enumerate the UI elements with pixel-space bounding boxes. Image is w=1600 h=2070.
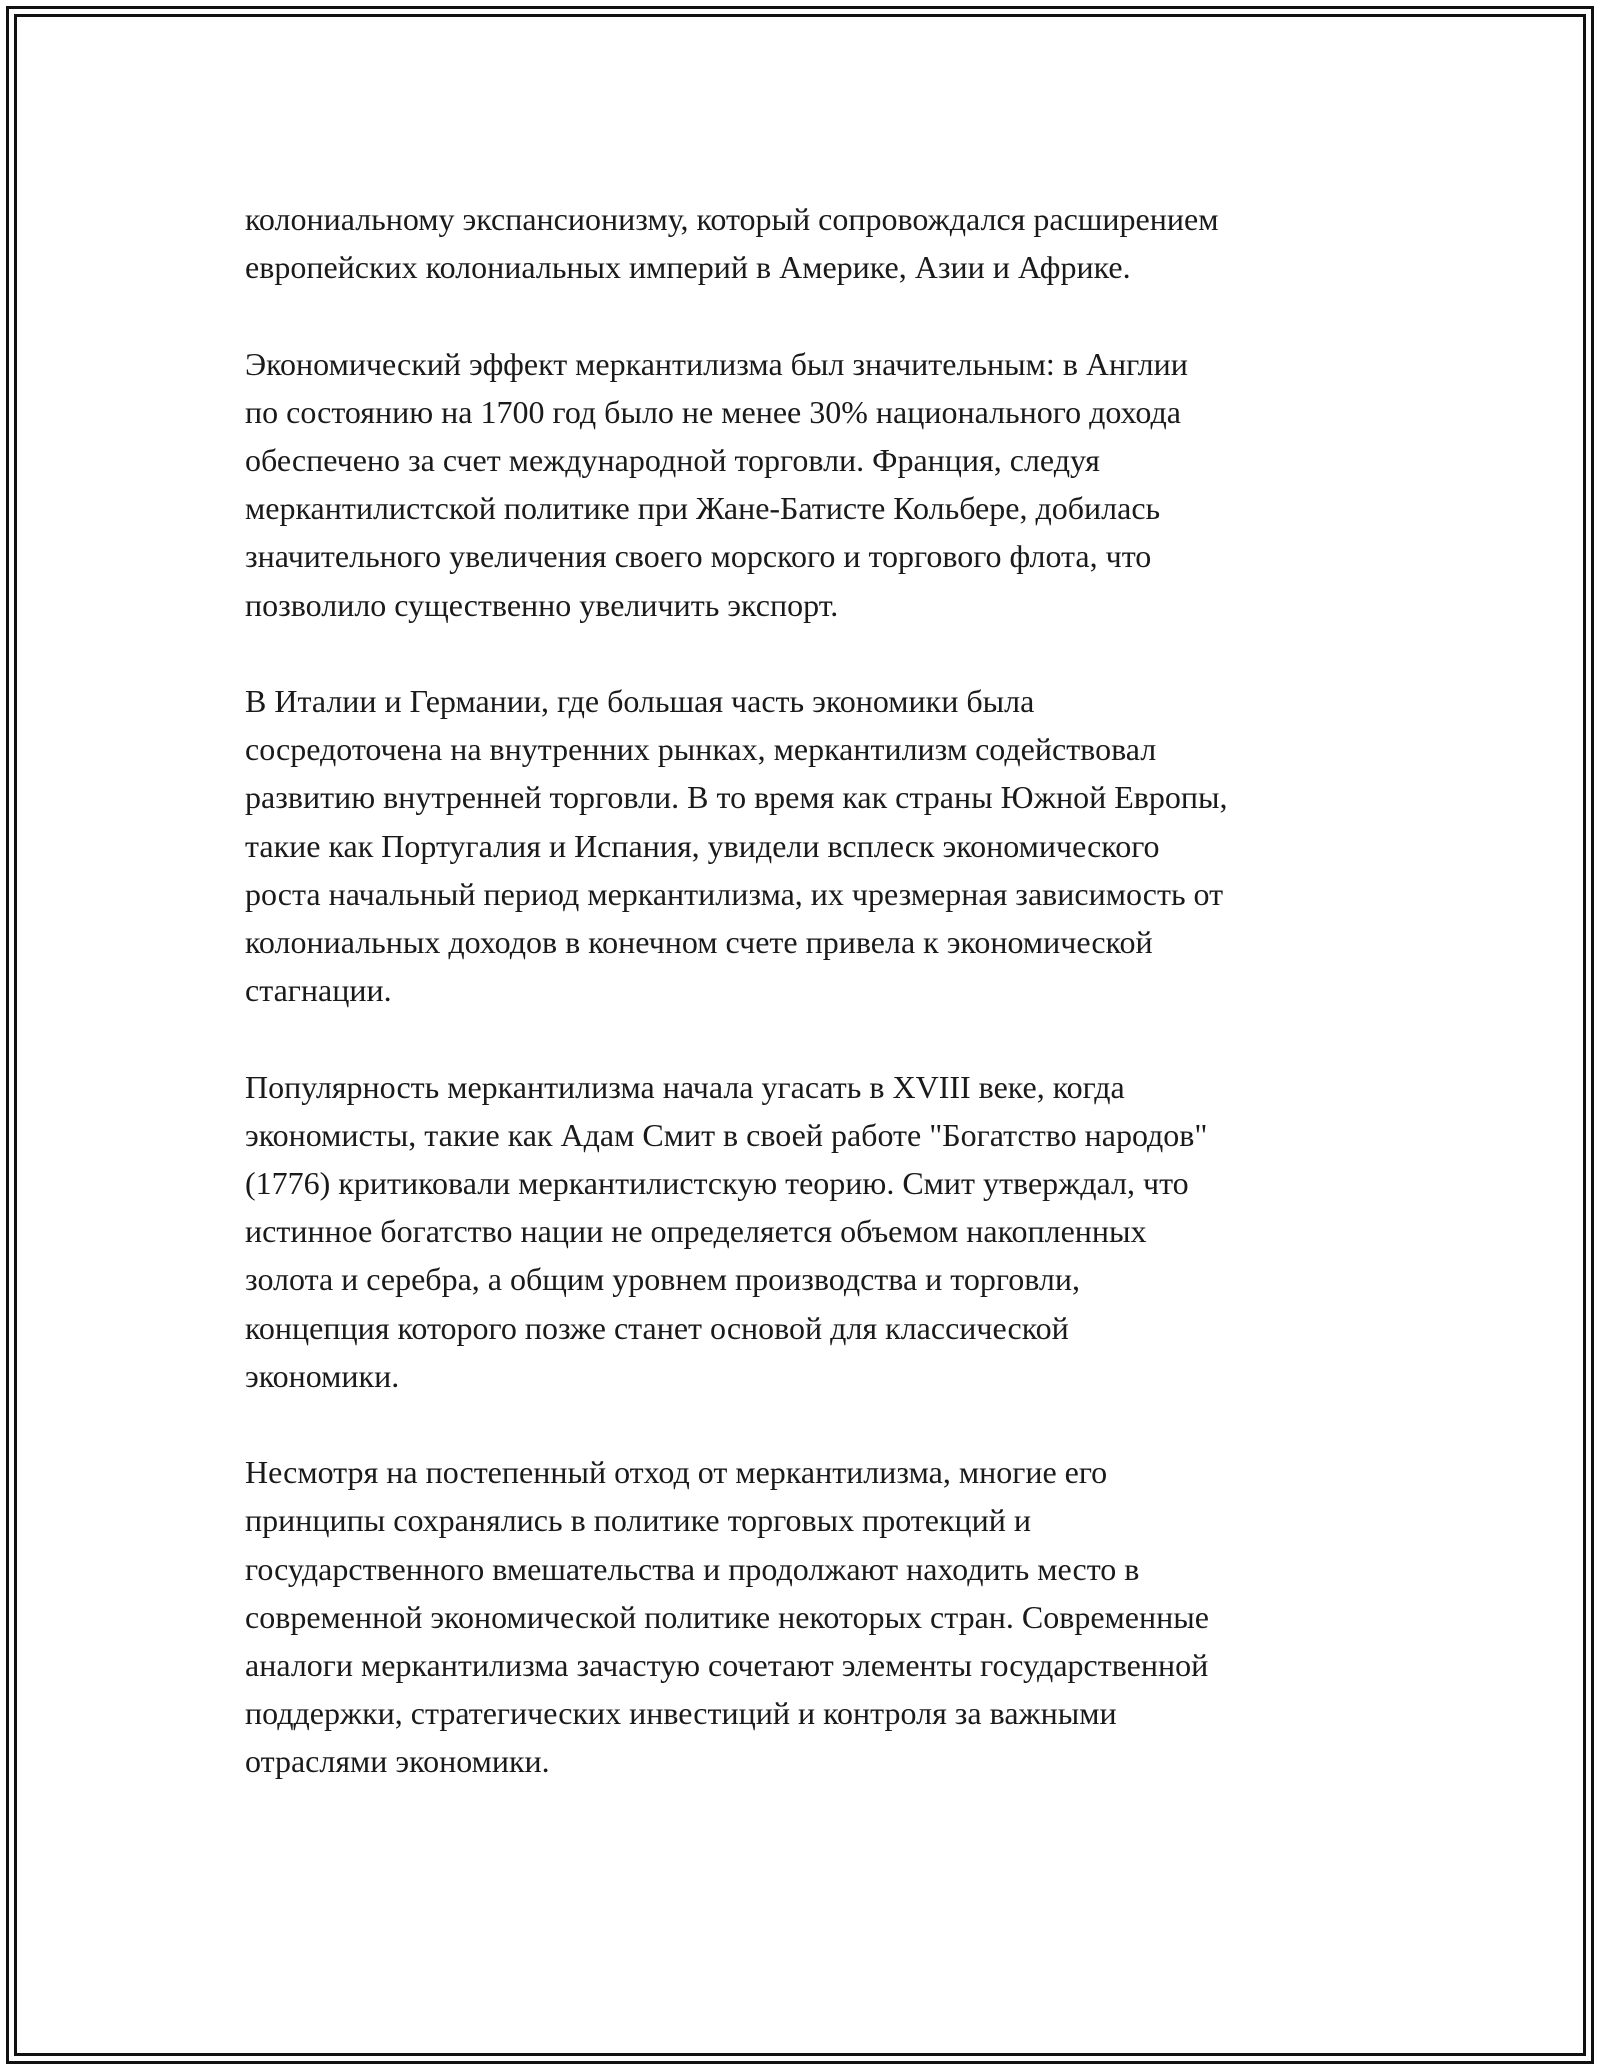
paragraph-decline: Популярность меркантилизма начала угасать в XVIII веке, когда экономисты, такие как Адам Смит в своей работе "Богатство народов" (1776) критиковали меркантилистскую теорию. Смит утверждал, что истинное богатство нации не определяется объемом накопленных золота и серебра, а общим уровнем производства и торговли, концепция которого позже станет основой для классической экономики. [245,1068,1208,1394]
page-border [6,6,1594,2064]
paragraph-modern-legacy: Несмотря на постепенный отход от меркантилизма, многие его принципы сохранялись в политике торговых протекций и государственного вмешательства и продолжают находить место в современной экономической политике некоторых стран. Современные аналоги меркантилизма зачастую сочетают элементы государственной поддержки, стратегических инвестиций и контроля за важными отраслями экономики. [245,1454,1209,1780]
paragraph-italy-germany: В Италии и Германии, где большая часть экономики была сосредоточена на внутренних рынках, меркантилизм содействовал развитию внутренней торговли. В то время как страны Южной Европы, такие как Португалия и Испания, увидели всплеск экономического роста начальный период меркантилизма, их чрезмерная зависимость от колониальных доходов в конечном счете привела к экономической стагнации. [245,683,1228,1009]
paragraph-colonial-expansion: колониальному экспансионизму, который сопровождался расширением европейских колониальных империй в Америке, Азии и Африке. [245,201,1219,286]
paragraph-economic-effect: Экономический эффект меркантилизма был значительным: в Англии по состоянию на 1700 год было не менее 30% национального дохода обеспечено за счет международной торговли. Франция, следуя меркантилистской политике при Жане-Батисте Кольбере, добилась значительного увеличения своего морского и торгового флота, что позволило существенно увеличить экспорт. [245,345,1188,623]
document-body [245,195,1385,1786]
